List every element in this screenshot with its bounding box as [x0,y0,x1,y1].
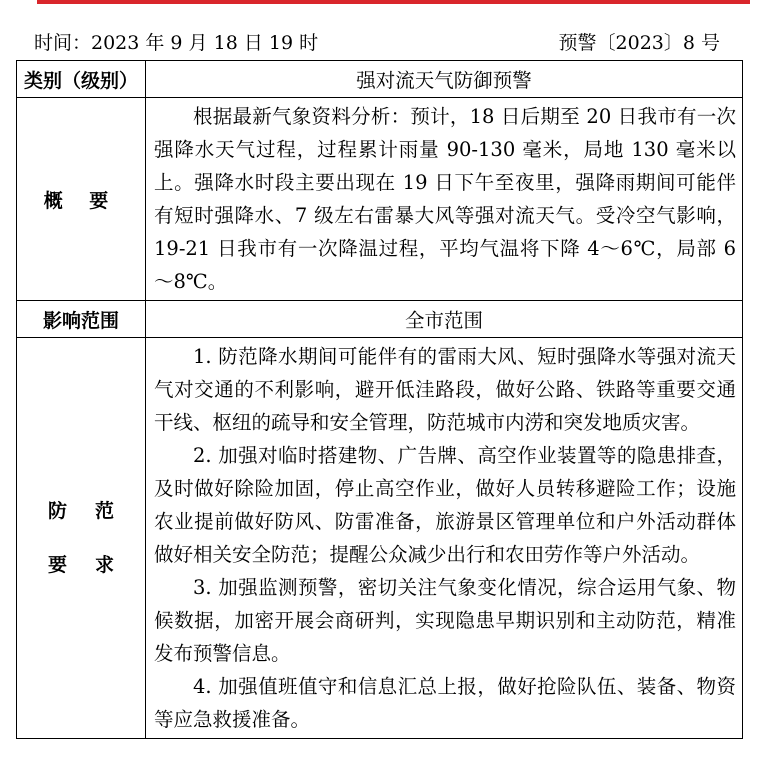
warning-table [16,60,743,739]
scope-row [17,301,743,338]
document-header [30,28,720,58]
scope-label: 影响范围 [17,301,146,338]
requirements-cell [146,338,743,739]
summary-label [17,98,146,301]
category-label: 类别（级别） [17,61,146,98]
document-number: 预警〔2023〕8 号 [558,32,720,54]
requirements-row [17,338,743,739]
category-row [17,61,743,98]
requirements-label-line2: 要求 [47,554,142,576]
requirement-item: 1. 防范降水期间可能伴有的雷雨大风、短时强降水等强对流天气对交通的不利影响，避开低洼路段，做好公路、铁路等重要交通干线、枢纽的疏导和安全管理，防范城市内涝和突发地质灾害。 [154,345,736,434]
scope-value: 全市范围 [146,301,743,338]
requirement-item: 4. 加强值班值守和信息汇总上报，做好抢险队伍、装备、物资等应急救援准备。 [154,675,736,731]
category-value: 强对流天气防御预警 [146,61,743,98]
requirement-item: 3. 加强监测预警，密切关注气象变化情况，综合运用气象、物候数据，加密开展会商研判，实现隐患早期识别和主动防范，精准发布预警信息。 [154,576,736,665]
requirement-item: 2. 加强对临时搭建物、广告牌、高空作业装置等的隐患排查，及时做好除险加固，停止高空作业，做好人员转移避险工作；设施农业提前做好防风、防雷准备，旅游景区管理单位和户外活动群体做好相关安全防范；提醒公众减少出行和农田劳作等户外活动。 [154,444,736,566]
issue-time: 时间：2023 年 9 月 18 日 19 时 [34,32,319,54]
summary-cell [146,98,743,301]
top-red-rule [37,0,750,4]
summary-row [17,98,743,301]
requirements-label-line1: 防范 [47,500,142,522]
summary-text: 根据最新气象资料分析：预计，18 日后期至 20 日我市有一次强降水天气过程，过程累计雨量 90-130 毫米，局地 130 毫米以上。强降水时段主要出现在 19 日下午至夜里，强降雨期间可能伴有短时强降水、7 级左右雷暴大风等强对流天气。受冷空气影响，19-21 日我市有一次降温过程，平均气温将下降 4～6℃，局部 6～8℃。 [154,105,736,293]
summary-label-text: 概 要 [43,189,119,212]
requirements-label [17,338,146,739]
